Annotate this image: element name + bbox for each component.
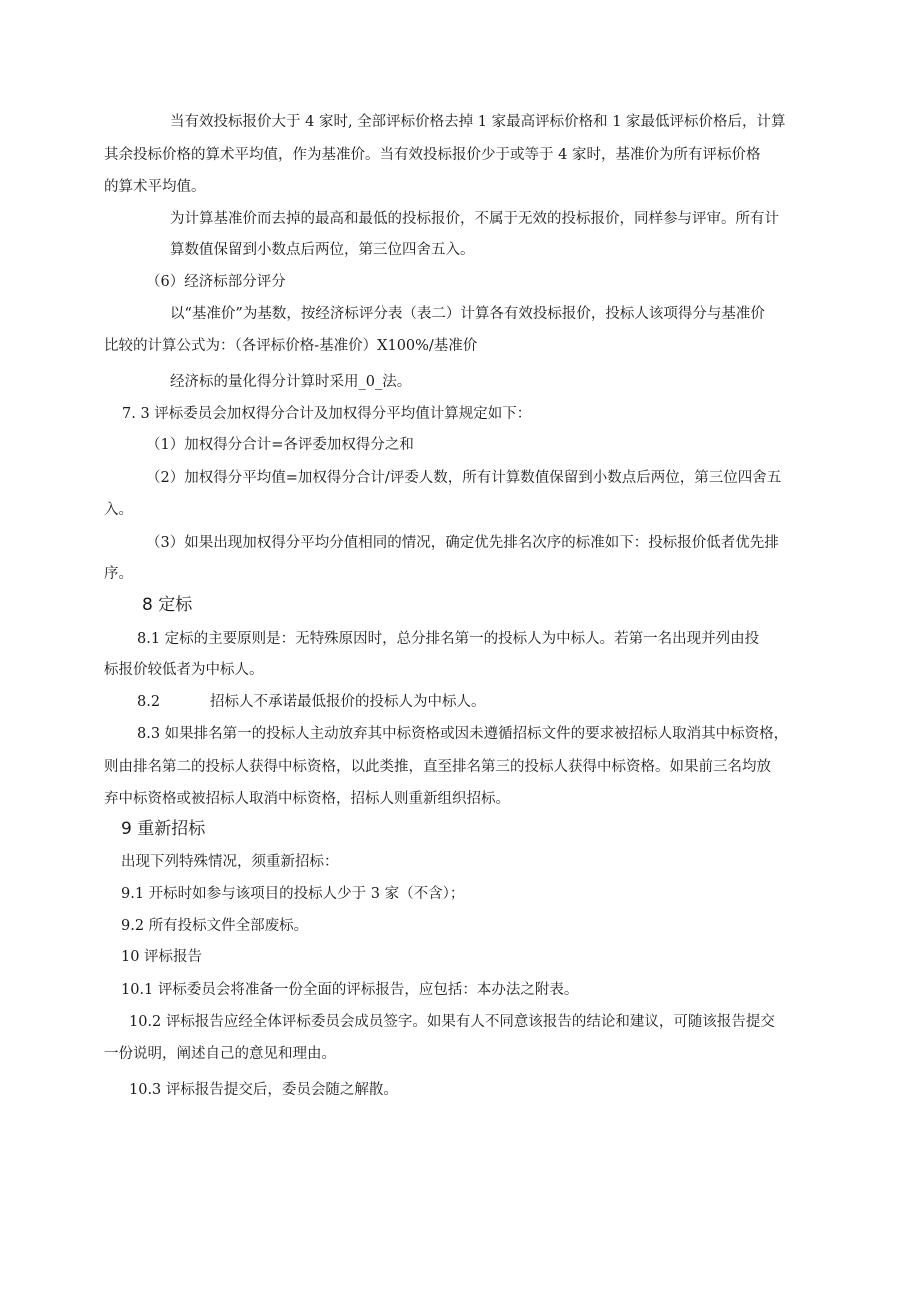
item-title: （6）经济标部分评分 (146, 274, 286, 290)
clause-8-3: 则由排名第二的投标人获得中标资格，以此类推，直至排名第三的投标人获得中标资格。如果前三名均放 (104, 759, 771, 775)
clause-9-1: 9.1 开标时如参与该项目的投标人少于 3 家（不含）； (121, 886, 465, 902)
clause-10-3: 10.3 评标报告提交后，委员会随之解散。 (129, 1082, 398, 1098)
sub-item: （2）加权得分平均值=加权得分合计/评委人数，所有计算数值保留到小数点后两位，第三位四舍五 (146, 470, 782, 486)
sub-item: 序。 (104, 566, 133, 582)
clause-9-2: 9.2 所有投标文件全部废标。 (121, 918, 309, 934)
section-9-heading: 9 重新招标 (121, 819, 206, 839)
paragraph-line: 以“基准价”为基数，按经济标评分表（表二）计算各有效投标报价，投标人该项得分与基准价 (170, 306, 765, 322)
sub-item: 入。 (104, 502, 133, 518)
paragraph-line: 当有效投标报价大于 4 家时, 全部评标价格去掉 1 家最高评标价格和 1 家最低评标价格后，计算 (170, 114, 786, 130)
paragraph-line: 的算术平均值。 (104, 179, 206, 195)
clause-8-3: 8.3 如果排名第一的投标人主动放弃其中标资格或因未遵循招标文件的要求被招标人取消其中标资格， (137, 726, 789, 742)
section-10-heading: 10 评标报告 (121, 949, 203, 965)
paragraph-line: 经济标的量化得分计算时采用_0_法。 (170, 374, 412, 390)
clause-8-1: 标报价较低者为中标人。 (104, 662, 264, 678)
clause-10-2: 10.2 评标报告应经全体评标委员会成员签字。如果有人不同意该报告的结论和建议，可随该报告提交 (129, 1014, 775, 1030)
paragraph-line: 算数值保留到小数点后两位，第三位四舍五入。 (170, 242, 475, 258)
clause-7-3: 7. 3 评标委员会加权得分合计及加权得分平均值计算规定如下： (122, 406, 532, 422)
paragraph-line: 为计算基准价而去掉的最高和最低的投标报价，不属于无效的投标报价，同样参与评审。所有计 (170, 211, 779, 227)
paragraph-line: 出现下列特殊情况，须重新招标： (121, 854, 339, 870)
clause-8-1: 8.1 定标的主要原则是：无特殊原因时，总分排名第一的投标人为中标人。若第一名出现并列由投 (137, 631, 760, 647)
sub-item: （1）加权得分合计=各评委加权得分之和 (146, 437, 414, 453)
clause-8-3: 弃中标资格或被招标人取消中标资格，招标人则重新组织招标。 (104, 791, 510, 807)
clause-10-2: 一份说明，阐述自己的意见和理由。 (104, 1046, 336, 1062)
paragraph-line: 比较的计算公式为：（各评标价格-基准价）X100%/基准价 (104, 338, 478, 354)
clause-8-2-text: 招标人不承诺最低报价的投标人为中标人。 (210, 694, 486, 710)
section-8-heading: 8 定标 (142, 595, 193, 615)
clause-8-2-number: 8.2 (137, 694, 161, 710)
sub-item: （3）如果出现加权得分平均分值相同的情况，确定优先排名次序的标准如下：投标报价低者优先排 (146, 535, 779, 551)
paragraph-line: 其余投标价格的算术平均值，作为基准价。当有效投标报价少于或等于 4 家时，基准价为所有评标价格 (104, 147, 761, 163)
clause-10-1: 10.1 评标委员会将准备一份全面的评标报告，应包括：本办法之附表。 (121, 982, 579, 998)
